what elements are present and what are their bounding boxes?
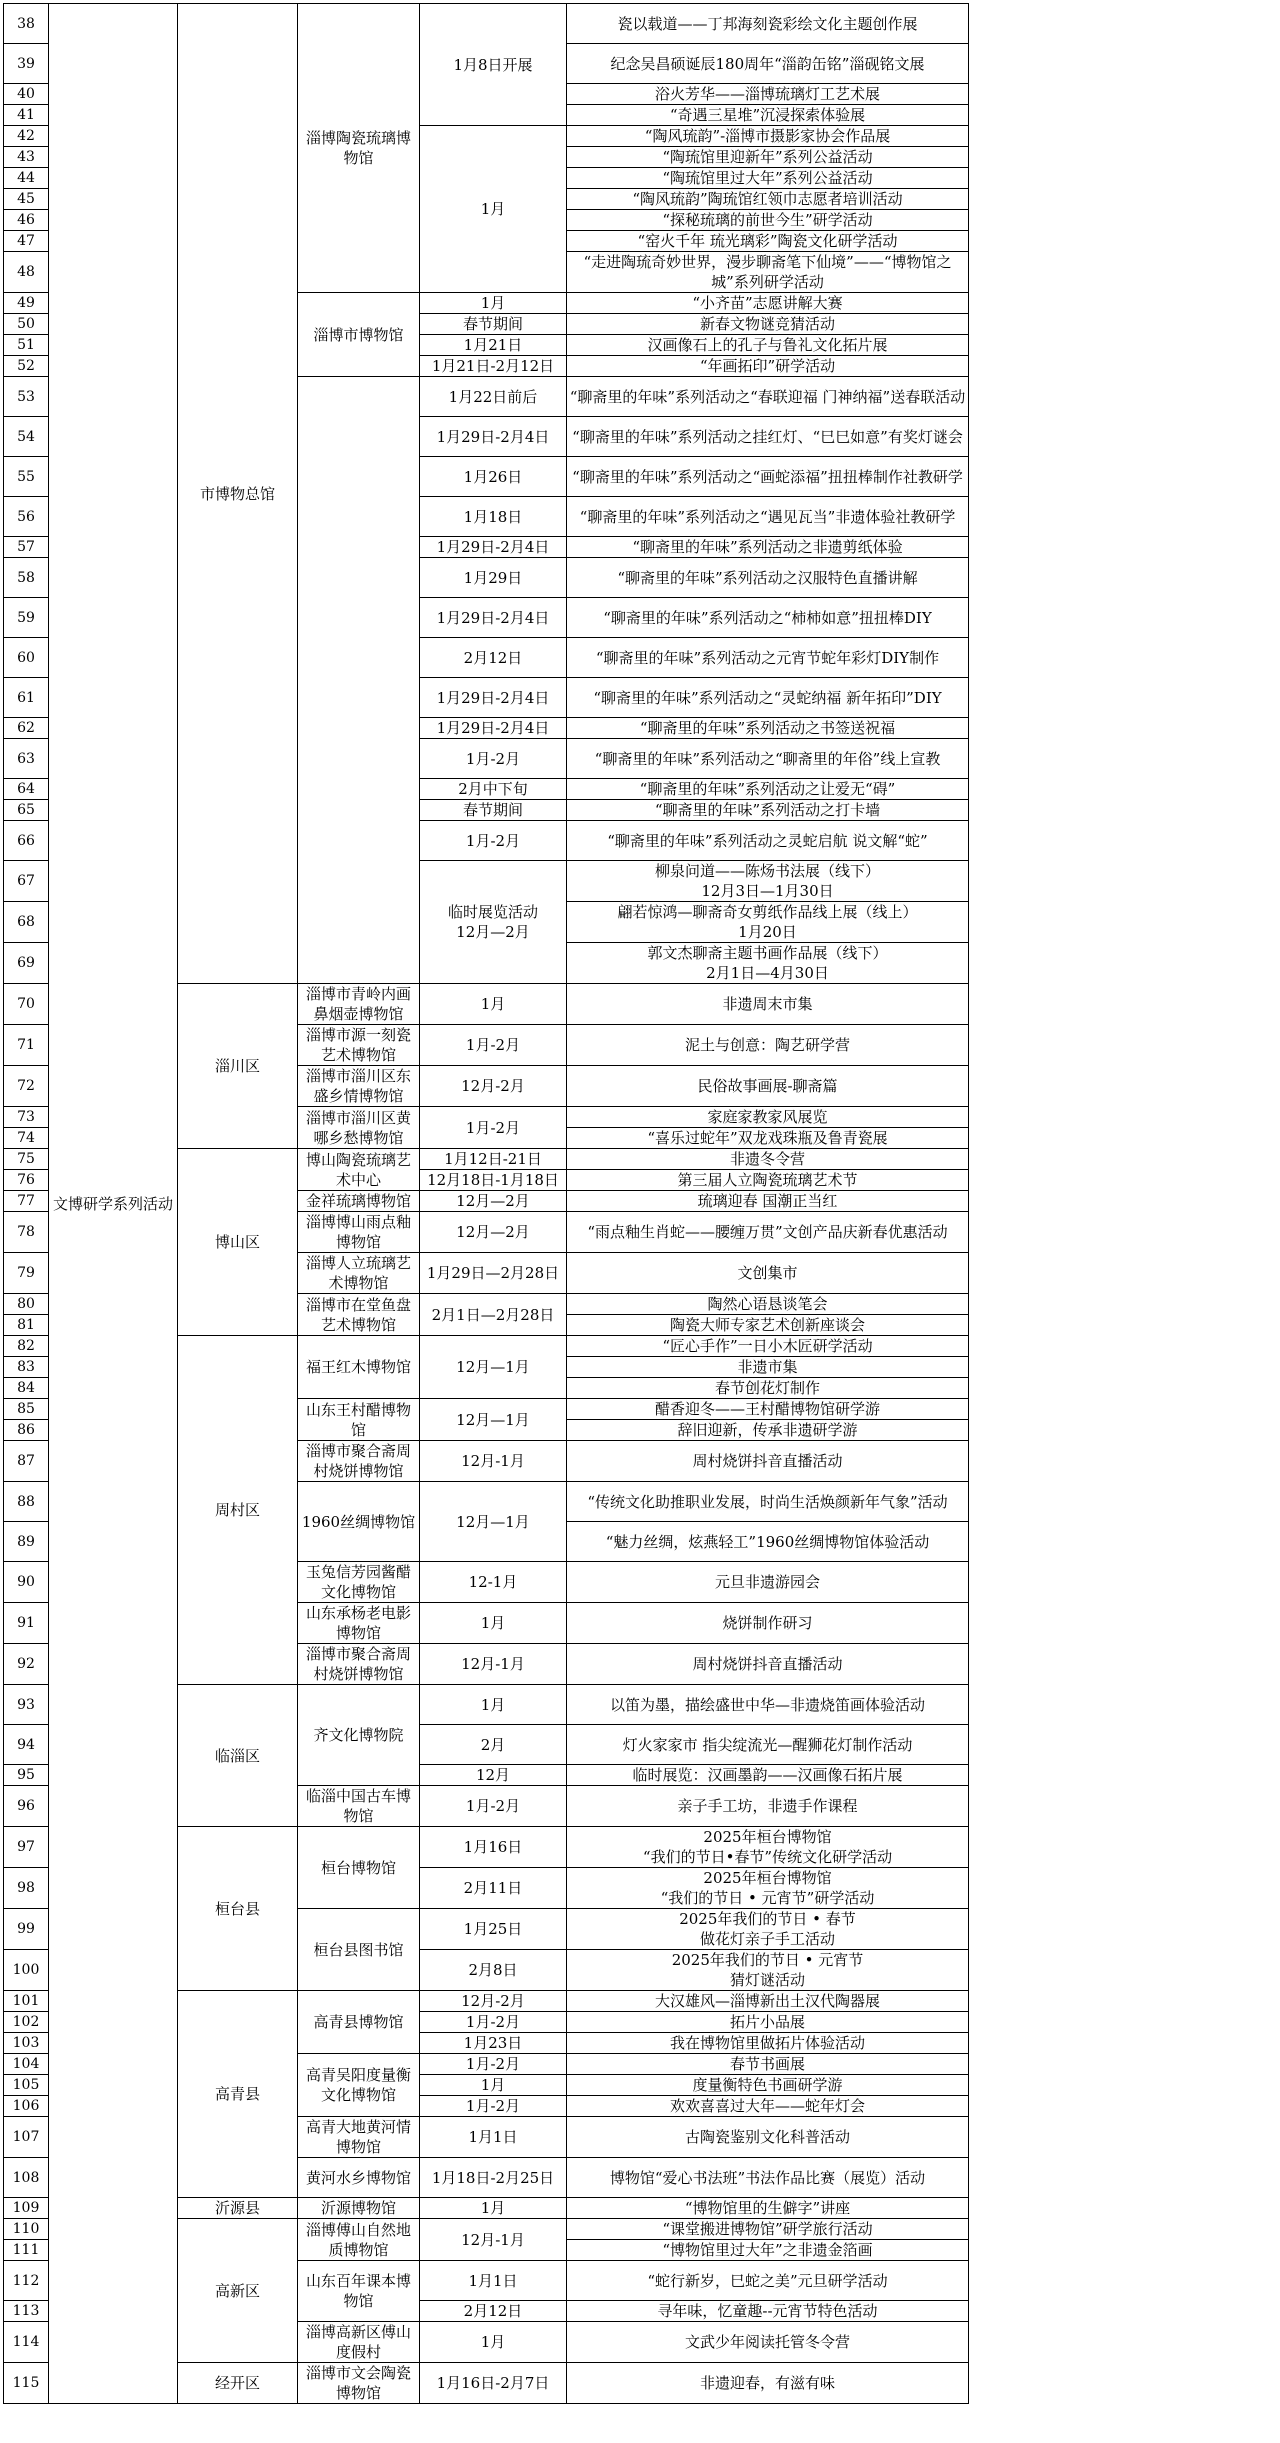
activity-title: 浴火芳华——淄博琉璃灯工艺术展 (567, 84, 969, 105)
venue-cell (298, 377, 420, 984)
row-number: 45 (4, 189, 49, 210)
venue-cell: 高青吴阳度量衡文化博物馆 (298, 2054, 420, 2117)
date-cell: 12月—1月 (420, 1482, 567, 1562)
row-number: 113 (4, 2301, 49, 2322)
activity-title: “喜乐过蛇年”双龙戏珠瓶及鲁青瓷展 (567, 1128, 969, 1149)
row-number: 82 (4, 1336, 49, 1357)
venue-cell: 淄博市在堂鱼盘艺术博物馆 (298, 1294, 420, 1336)
date-cell: 1月29日-2月4日 (420, 417, 567, 457)
row-number: 77 (4, 1191, 49, 1212)
date-cell: 1月1日 (420, 2117, 567, 2158)
date-cell: 12月-1月 (420, 1441, 567, 1482)
date-cell: 1月21日 (420, 335, 567, 356)
activity-title: 大汉雄风—淄博新出土汉代陶器展 (567, 1991, 969, 2012)
activity-title: “聊斋里的年味”系列活动之元宵节蛇年彩灯DIY制作 (567, 638, 969, 678)
row-number: 106 (4, 2096, 49, 2117)
row-number: 80 (4, 1294, 49, 1315)
row-number: 46 (4, 210, 49, 231)
row-number: 43 (4, 147, 49, 168)
activity-title: 以笛为墨，描绘盛世中华—非遗烧笛画体验活动 (567, 1685, 969, 1725)
venue-cell: 淄博高新区傅山度假村 (298, 2322, 420, 2363)
row-number: 53 (4, 377, 49, 417)
activity-title: 民俗故事画展-聊斋篇 (567, 1066, 969, 1107)
venue-cell: 桓台博物馆 (298, 1827, 420, 1909)
date-cell: 12-1月 (420, 1562, 567, 1603)
row-number: 52 (4, 356, 49, 377)
region-cell: 高青县 (178, 1991, 298, 2198)
row-number: 40 (4, 84, 49, 105)
region-cell: 高新区 (178, 2219, 298, 2363)
date-cell: 1月29日-2月4日 (420, 718, 567, 739)
activity-title: 2025年桓台博物馆 “我们的节日•春节”传统文化研学活动 (567, 1827, 969, 1868)
activity-title: “聊斋里的年味”系列活动之汉服特色直播讲解 (567, 558, 969, 598)
row-number: 105 (4, 2075, 49, 2096)
date-cell: 1月 (420, 984, 567, 1025)
activity-title: “聊斋里的年味”系列活动之“画蛇添福”扭扭棒制作社教研学 (567, 457, 969, 497)
date-cell: 12月—1月 (420, 1336, 567, 1399)
date-cell: 1月-2月 (420, 2054, 567, 2075)
row-number: 59 (4, 598, 49, 638)
date-cell: 2月8日 (420, 1950, 567, 1991)
row-number: 55 (4, 457, 49, 497)
region-cell: 周村区 (178, 1336, 298, 1685)
activity-title: “雨点釉生肖蛇——腰缠万贯”文创产品庆新春优惠活动 (567, 1212, 969, 1253)
date-cell: 1月23日 (420, 2033, 567, 2054)
row-number: 42 (4, 126, 49, 147)
activity-title: “探秘琉璃的前世今生”研学活动 (567, 210, 969, 231)
row-number: 94 (4, 1725, 49, 1765)
row-number: 71 (4, 1025, 49, 1066)
row-number: 110 (4, 2219, 49, 2240)
venue-cell: 玉兔信芳园酱醋文化博物馆 (298, 1562, 420, 1603)
row-number: 64 (4, 779, 49, 800)
activity-title: 2025年我们的节日 • 春节 做花灯亲子手工活动 (567, 1909, 969, 1950)
activity-title: 非遗迎春，有滋有味 (567, 2363, 969, 2404)
date-cell: 2月11日 (420, 1868, 567, 1909)
row-number: 60 (4, 638, 49, 678)
region-cell: 临淄区 (178, 1685, 298, 1827)
region-cell: 博山区 (178, 1149, 298, 1336)
row-number: 97 (4, 1827, 49, 1868)
row-number: 89 (4, 1522, 49, 1562)
row-number: 66 (4, 821, 49, 861)
activity-title: 非遗冬令营 (567, 1149, 969, 1170)
row-number: 93 (4, 1685, 49, 1725)
date-cell: 1月-2月 (420, 1786, 567, 1827)
row-number: 112 (4, 2261, 49, 2301)
row-number: 87 (4, 1441, 49, 1482)
date-cell: 2月 (420, 1725, 567, 1765)
activity-title: 陶瓷大师专家艺术创新座谈会 (567, 1315, 969, 1336)
row-number: 44 (4, 168, 49, 189)
activity-title: 2025年桓台博物馆 “我们的节日 • 元宵节”研学活动 (567, 1868, 969, 1909)
activity-title: “聊斋里的年味”系列活动之灵蛇启航 说文解“蛇” (567, 821, 969, 861)
venue-cell: 淄博市淄川区黄哪乡愁博物馆 (298, 1107, 420, 1149)
date-cell: 1月-2月 (420, 2012, 567, 2033)
date-cell: 1月 (420, 2322, 567, 2363)
row-number: 74 (4, 1128, 49, 1149)
date-cell: 1月22日前后 (420, 377, 567, 417)
date-cell: 12月 (420, 1765, 567, 1786)
row-number: 69 (4, 943, 49, 984)
row-number: 85 (4, 1399, 49, 1420)
date-cell: 春节期间 (420, 314, 567, 335)
row-number: 38 (4, 4, 49, 44)
date-cell: 2月12日 (420, 638, 567, 678)
activity-title: “陶琉馆里过大年”系列公益活动 (567, 168, 969, 189)
row-number: 84 (4, 1378, 49, 1399)
date-cell: 1月21日-2月12日 (420, 356, 567, 377)
date-cell: 1月29日 (420, 558, 567, 598)
activity-title: “窑火千年 琉光璃彩”陶瓷文化研学活动 (567, 231, 969, 252)
row-number: 91 (4, 1603, 49, 1644)
row-number: 41 (4, 105, 49, 126)
activity-title: 翩若惊鸿—聊斋奇女剪纸作品线上展（线上） 1月20日 (567, 902, 969, 943)
row-number: 65 (4, 800, 49, 821)
date-cell: 1月 (420, 2198, 567, 2219)
activity-title: “聊斋里的年味”系列活动之打卡墙 (567, 800, 969, 821)
date-cell: 12月-1月 (420, 2219, 567, 2261)
activity-title: 临时展览：汉画墨韵——汉画像石拓片展 (567, 1765, 969, 1786)
date-cell: 1月29日-2月4日 (420, 537, 567, 558)
activity-title: 寻年味，忆童趣--元宵节特色活动 (567, 2301, 969, 2322)
venue-cell: 金祥琉璃博物馆 (298, 1191, 420, 1212)
row-number: 109 (4, 2198, 49, 2219)
activity-title: “魅力丝绸，炫燕轻工”1960丝绸博物馆体验活动 (567, 1522, 969, 1562)
activity-title: 辞旧迎新，传承非遗研学游 (567, 1420, 969, 1441)
date-cell: 1月 (420, 2075, 567, 2096)
venue-cell: 福王红木博物馆 (298, 1336, 420, 1399)
activity-title: “奇遇三星堆”沉浸探索体验展 (567, 105, 969, 126)
activity-title: 醋香迎冬——王村醋博物馆研学游 (567, 1399, 969, 1420)
activity-table (3, 3, 969, 2404)
venue-cell: 博山陶瓷琉璃艺术中心 (298, 1149, 420, 1191)
activity-title: “传统文化助推职业发展，时尚生活焕颜新年气象”活动 (567, 1482, 969, 1522)
row-number: 57 (4, 537, 49, 558)
activity-title: 瓷以载道——丁邦海刻瓷彩绘文化主题创作展 (567, 4, 969, 44)
row-number: 99 (4, 1909, 49, 1950)
row-number: 76 (4, 1170, 49, 1191)
date-cell: 12月-1月 (420, 1644, 567, 1685)
row-number: 72 (4, 1066, 49, 1107)
region-cell: 经开区 (178, 2363, 298, 2404)
date-cell: 1月18日-2月25日 (420, 2158, 567, 2198)
row-number: 54 (4, 417, 49, 457)
row-number: 73 (4, 1107, 49, 1128)
date-cell: 1月29日-2月4日 (420, 678, 567, 718)
row-number: 90 (4, 1562, 49, 1603)
row-number: 95 (4, 1765, 49, 1786)
row-number: 108 (4, 2158, 49, 2198)
activity-title: 琉璃迎春 国潮正当红 (567, 1191, 969, 1212)
activity-title: 非遗市集 (567, 1357, 969, 1378)
activity-title: 柳泉问道——陈炀书法展（线下） 12月3日—1月30日 (567, 861, 969, 902)
row-number: 103 (4, 2033, 49, 2054)
row-number: 70 (4, 984, 49, 1025)
date-cell: 2月1日—2月28日 (420, 1294, 567, 1336)
row-number: 79 (4, 1253, 49, 1294)
date-cell: 1月-2月 (420, 821, 567, 861)
activity-title: 古陶瓷鉴别文化科普活动 (567, 2117, 969, 2158)
row-number: 56 (4, 497, 49, 537)
date-cell: 1月 (420, 126, 567, 293)
activity-title: 2025年我们的节日 • 元宵节 猜灯谜活动 (567, 1950, 969, 1991)
row-number: 98 (4, 1868, 49, 1909)
activity-title: 泥土与创意：陶艺研学营 (567, 1025, 969, 1066)
activity-title: “聊斋里的年味”系列活动之让爱无“碍” (567, 779, 969, 800)
row-number: 75 (4, 1149, 49, 1170)
venue-cell: 淄博市青岭内画鼻烟壶博物馆 (298, 984, 420, 1025)
row-number: 68 (4, 902, 49, 943)
row-number: 81 (4, 1315, 49, 1336)
activity-title: 纪念吴昌硕诞辰180周年“淄韵缶铭”淄砚铭文展 (567, 44, 969, 84)
activity-title: 欢欢喜喜过大年——蛇年灯会 (567, 2096, 969, 2117)
row-number: 83 (4, 1357, 49, 1378)
activity-title: “聊斋里的年味”系列活动之挂红灯、“巳巳如意”有奖灯谜会 (567, 417, 969, 457)
activity-title: “课堂搬进博物馆”研学旅行活动 (567, 2219, 969, 2240)
date-cell: 12月—1月 (420, 1399, 567, 1441)
region-cell: 淄川区 (178, 984, 298, 1149)
venue-cell: 淄博人立琉璃艺术博物馆 (298, 1253, 420, 1294)
venue-cell: 淄博市文会陶瓷博物馆 (298, 2363, 420, 2404)
activity-title: “走进陶琉奇妙世界，漫步聊斋笔下仙境”——“博物馆之城”系列研学活动 (567, 252, 969, 293)
venue-cell: 山东王村醋博物馆 (298, 1399, 420, 1441)
activity-title: 博物馆“爱心书法班”书法作品比赛（展览）活动 (567, 2158, 969, 2198)
venue-cell: 淄博傅山自然地质博物馆 (298, 2219, 420, 2261)
date-cell: 1月-2月 (420, 2096, 567, 2117)
venue-cell: 桓台县图书馆 (298, 1909, 420, 1991)
date-cell: 1月 (420, 293, 567, 314)
row-number: 104 (4, 2054, 49, 2075)
activity-title: 新春文物谜竞猜活动 (567, 314, 969, 335)
row-number: 78 (4, 1212, 49, 1253)
activity-title: 烧饼制作研习 (567, 1603, 969, 1644)
venue-cell: 高青大地黄河情博物馆 (298, 2117, 420, 2158)
venue-cell: 淄博市淄川区东盛乡情博物馆 (298, 1066, 420, 1107)
row-number: 107 (4, 2117, 49, 2158)
activity-title: “聊斋里的年味”系列活动之“柿柿如意”扭扭棒DIY (567, 598, 969, 638)
row-number: 39 (4, 44, 49, 84)
date-cell: 1月16日 (420, 1827, 567, 1868)
date-cell: 12月-2月 (420, 1991, 567, 2012)
row-number: 58 (4, 558, 49, 598)
activity-title: 郭文杰聊斋主题书画作品展（线下） 2月1日—4月30日 (567, 943, 969, 984)
venue-cell: 山东承杨老电影博物馆 (298, 1603, 420, 1644)
activity-title: “聊斋里的年味”系列活动之“聊斋里的年俗”线上宣教 (567, 739, 969, 779)
venue-cell: 淄博博山雨点釉博物馆 (298, 1212, 420, 1253)
activity-title: “陶琉馆里迎新年”系列公益活动 (567, 147, 969, 168)
activity-title: 周村烧饼抖音直播活动 (567, 1441, 969, 1482)
venue-cell: 山东百年课本博物馆 (298, 2261, 420, 2322)
activity-title: “年画拓印”研学活动 (567, 356, 969, 377)
region-cell: 桓台县 (178, 1827, 298, 1991)
activity-title: “陶风琉韵”陶琉馆红领巾志愿者培训活动 (567, 189, 969, 210)
date-cell: 1月-2月 (420, 739, 567, 779)
date-cell: 1月18日 (420, 497, 567, 537)
activity-title: 第三届人立陶瓷琉璃艺术节 (567, 1170, 969, 1191)
activity-title: 非遗周末市集 (567, 984, 969, 1025)
row-number: 48 (4, 252, 49, 293)
table-row (4, 4, 969, 44)
venue-cell: 淄博市源一刻瓷艺术博物馆 (298, 1025, 420, 1066)
region-cell: 沂源县 (178, 2198, 298, 2219)
row-number: 67 (4, 861, 49, 902)
row-number: 86 (4, 1420, 49, 1441)
activity-title: “匠心手作”一日小木匠研学活动 (567, 1336, 969, 1357)
date-cell: 12月18日-1月18日 (420, 1170, 567, 1191)
row-number: 96 (4, 1786, 49, 1827)
date-cell: 春节期间 (420, 800, 567, 821)
category-cell: 文博研学系列活动 (49, 4, 178, 2404)
date-cell: 1月8日开展 (420, 4, 567, 126)
activity-title: 文创集市 (567, 1253, 969, 1294)
activity-title: “聊斋里的年味”系列活动之“遇见瓦当”非遗体验社教研学 (567, 497, 969, 537)
date-cell: 1月26日 (420, 457, 567, 497)
date-cell: 12月—2月 (420, 1212, 567, 1253)
venue-cell: 黄河水乡博物馆 (298, 2158, 420, 2198)
date-cell: 1月12日-21日 (420, 1149, 567, 1170)
venue-cell: 高青县博物馆 (298, 1991, 420, 2054)
venue-cell: 沂源博物馆 (298, 2198, 420, 2219)
activity-title: 春节创花灯制作 (567, 1378, 969, 1399)
activity-title: “博物馆里的生僻字”讲座 (567, 2198, 969, 2219)
activity-title: “博物馆里过大年”之非遗金箔画 (567, 2240, 969, 2261)
row-number: 61 (4, 678, 49, 718)
venue-cell: 淄博市聚合斋周村烧饼博物馆 (298, 1644, 420, 1685)
row-number: 101 (4, 1991, 49, 2012)
row-number: 51 (4, 335, 49, 356)
row-number: 88 (4, 1482, 49, 1522)
date-cell: 1月25日 (420, 1909, 567, 1950)
venue-cell: 淄博市聚合斋周村烧饼博物馆 (298, 1441, 420, 1482)
row-number: 50 (4, 314, 49, 335)
activity-title: 文武少年阅读托管冬令营 (567, 2322, 969, 2363)
activity-title: 周村烧饼抖音直播活动 (567, 1644, 969, 1685)
activity-title: “聊斋里的年味”系列活动之“春联迎福 门神纳福”送春联活动 (567, 377, 969, 417)
row-number: 115 (4, 2363, 49, 2404)
row-number: 92 (4, 1644, 49, 1685)
activity-title: “聊斋里的年味”系列活动之非遗剪纸体验 (567, 537, 969, 558)
date-cell: 2月12日 (420, 2301, 567, 2322)
activity-title: “聊斋里的年味”系列活动之书签送祝福 (567, 718, 969, 739)
date-cell: 12月—2月 (420, 1191, 567, 1212)
row-number: 47 (4, 231, 49, 252)
row-number: 62 (4, 718, 49, 739)
row-number: 63 (4, 739, 49, 779)
activity-title: 灯火家家市 指尖绽流光—醒狮花灯制作活动 (567, 1725, 969, 1765)
venue-cell: 淄博陶瓷琉璃博物馆 (298, 4, 420, 293)
activity-title: 元旦非遗游园会 (567, 1562, 969, 1603)
activity-title: 家庭家教家风展览 (567, 1107, 969, 1128)
activity-title: 亲子手工坊，非遗手作课程 (567, 1786, 969, 1827)
row-number: 49 (4, 293, 49, 314)
venue-cell: 1960丝绸博物馆 (298, 1482, 420, 1562)
date-cell: 1月29日—2月28日 (420, 1253, 567, 1294)
region-cell: 市博物总馆 (178, 4, 298, 984)
activity-title: 度量衡特色书画研学游 (567, 2075, 969, 2096)
venue-cell: 临淄中国古车博物馆 (298, 1786, 420, 1827)
activity-title: 春节书画展 (567, 2054, 969, 2075)
row-number: 102 (4, 2012, 49, 2033)
activity-title: “蛇行新岁，巳蛇之美”元旦研学活动 (567, 2261, 969, 2301)
row-number: 100 (4, 1950, 49, 1991)
date-cell: 12月-2月 (420, 1066, 567, 1107)
date-cell: 1月-2月 (420, 1107, 567, 1149)
date-cell: 1月 (420, 1685, 567, 1725)
activity-title: “陶风琉韵”-淄博市摄影家协会作品展 (567, 126, 969, 147)
activity-title: “聊斋里的年味”系列活动之“灵蛇纳福 新年拓印”DIY (567, 678, 969, 718)
date-cell: 1月-2月 (420, 1025, 567, 1066)
row-number: 114 (4, 2322, 49, 2363)
activity-title: 我在博物馆里做拓片体验活动 (567, 2033, 969, 2054)
activity-title: 陶然心语恳谈笔会 (567, 1294, 969, 1315)
date-cell: 1月1日 (420, 2261, 567, 2301)
date-cell: 1月29日-2月4日 (420, 598, 567, 638)
venue-cell: 淄博市博物馆 (298, 293, 420, 377)
date-cell: 2月中下旬 (420, 779, 567, 800)
date-cell: 1月16日-2月7日 (420, 2363, 567, 2404)
activity-title: “小齐苗”志愿讲解大赛 (567, 293, 969, 314)
date-cell: 临时展览活动 12月—2月 (420, 861, 567, 984)
row-number: 111 (4, 2240, 49, 2261)
venue-cell: 齐文化博物院 (298, 1685, 420, 1786)
activity-title: 拓片小品展 (567, 2012, 969, 2033)
activity-title: 汉画像石上的孔子与鲁礼文化拓片展 (567, 335, 969, 356)
date-cell: 1月 (420, 1603, 567, 1644)
